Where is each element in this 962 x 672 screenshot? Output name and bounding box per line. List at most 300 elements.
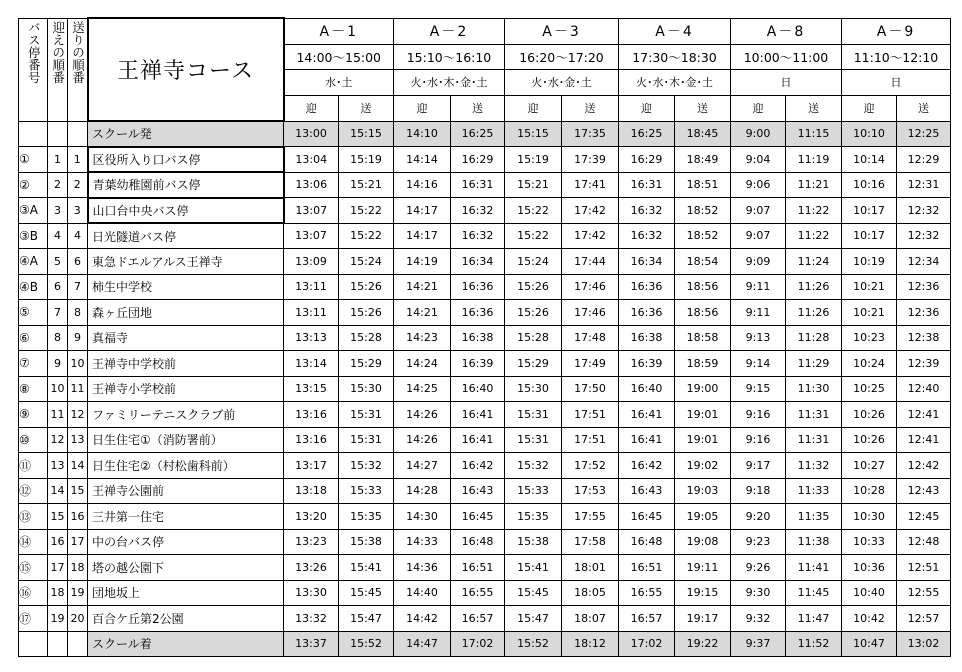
time-cell: 16:57 <box>619 606 675 632</box>
time-cell: 16:34 <box>451 249 505 275</box>
time-cell: 9:15 <box>731 376 786 402</box>
time-cell: 17:39 <box>562 147 619 173</box>
time-cell: 14:26 <box>394 402 451 428</box>
school-arrive-label: スクール着 <box>88 631 284 657</box>
time-cell: 18:52 <box>675 198 731 224</box>
time-cell: 16:31 <box>619 172 675 198</box>
time-cell: 15:15 <box>505 121 562 147</box>
dropoff-header: 送 <box>562 95 619 121</box>
dropoff-header: 送 <box>451 95 505 121</box>
time-cell: 9:00 <box>731 121 786 147</box>
time-cell: 18:45 <box>675 121 731 147</box>
route-code: A－4 <box>619 18 731 44</box>
time-cell: 14:28 <box>394 478 451 504</box>
time-cell: 15:22 <box>505 198 562 224</box>
time-cell: 16:29 <box>451 147 505 173</box>
time-cell: 9:20 <box>731 504 786 530</box>
stop-number-header: バス停番号 <box>19 18 48 121</box>
dropoff-header: 送 <box>897 95 951 121</box>
pickup-order: 4 <box>48 223 68 249</box>
time-cell: 9:09 <box>731 249 786 275</box>
time-cell: 15:29 <box>339 351 394 377</box>
time-cell: 17:35 <box>562 121 619 147</box>
time-cell: 15:41 <box>339 555 394 581</box>
dropoff-order: 18 <box>68 555 88 581</box>
pickup-order: 5 <box>48 249 68 275</box>
route-time: 15:10～16:10 <box>394 44 505 69</box>
time-cell: 19:22 <box>675 631 731 657</box>
time-cell: 9:11 <box>731 274 786 300</box>
course-title: 王禅寺コース <box>88 18 284 121</box>
time-cell: 14:14 <box>394 147 451 173</box>
pickup-order: 13 <box>48 453 68 479</box>
time-cell: 14:17 <box>394 223 451 249</box>
time-cell: 13:13 <box>284 325 339 351</box>
time-cell: 9:06 <box>731 172 786 198</box>
time-cell: 13:07 <box>284 198 339 224</box>
time-cell: 11:41 <box>786 555 842 581</box>
time-cell: 16:41 <box>451 427 505 453</box>
stop-name: 中の台バス停 <box>88 529 284 555</box>
stop-name: 塔の越公園下 <box>88 555 284 581</box>
time-cell: 19:02 <box>675 453 731 479</box>
empty-cell <box>68 121 88 147</box>
empty-cell <box>48 121 68 147</box>
time-cell: 16:43 <box>619 478 675 504</box>
route-days: 火･水･木･金･土 <box>394 69 505 95</box>
time-cell: 13:04 <box>284 147 339 173</box>
time-cell: 17:48 <box>562 325 619 351</box>
pickup-order: 17 <box>48 555 68 581</box>
route-code: A－9 <box>842 18 951 44</box>
time-cell: 13:02 <box>897 631 951 657</box>
time-cell: 17:55 <box>562 504 619 530</box>
time-cell: 15:19 <box>339 147 394 173</box>
time-cell: 15:29 <box>505 351 562 377</box>
stop-name: 区役所入り口バス停 <box>88 147 284 173</box>
time-cell: 16:51 <box>451 555 505 581</box>
time-cell: 16:41 <box>619 402 675 428</box>
pickup-order: 7 <box>48 300 68 326</box>
time-cell: 15:22 <box>339 223 394 249</box>
time-cell: 11:32 <box>786 453 842 479</box>
time-cell: 11:15 <box>786 121 842 147</box>
time-cell: 18:49 <box>675 147 731 173</box>
time-cell: 12:36 <box>897 300 951 326</box>
time-cell: 14:21 <box>394 300 451 326</box>
pickup-header: 迎 <box>619 95 675 121</box>
time-cell: 15:52 <box>505 631 562 657</box>
time-cell: 13:14 <box>284 351 339 377</box>
dropoff-order: 4 <box>68 223 88 249</box>
time-cell: 15:32 <box>339 453 394 479</box>
table-row <box>19 223 951 249</box>
time-cell: 18:05 <box>562 580 619 606</box>
stop-number: ⑦ <box>19 351 48 377</box>
empty-cell <box>19 121 48 147</box>
route-time: 16:20～17:20 <box>505 44 619 69</box>
time-cell: 15:45 <box>339 580 394 606</box>
time-cell: 11:30 <box>786 376 842 402</box>
time-cell: 11:28 <box>786 325 842 351</box>
route-time: 10:00～11:00 <box>731 44 842 69</box>
table-row <box>19 402 951 428</box>
time-cell: 10:28 <box>842 478 897 504</box>
time-cell: 15:26 <box>339 300 394 326</box>
time-cell: 17:49 <box>562 351 619 377</box>
time-cell: 13:23 <box>284 529 339 555</box>
time-cell: 15:31 <box>505 402 562 428</box>
time-cell: 9:16 <box>731 402 786 428</box>
dropoff-order: 17 <box>68 529 88 555</box>
time-cell: 18:07 <box>562 606 619 632</box>
time-cell: 9:32 <box>731 606 786 632</box>
time-cell: 9:11 <box>731 300 786 326</box>
time-cell: 16:36 <box>451 300 505 326</box>
time-cell: 15:24 <box>339 249 394 275</box>
time-cell: 16:32 <box>451 198 505 224</box>
time-cell: 14:16 <box>394 172 451 198</box>
time-cell: 15:32 <box>505 453 562 479</box>
table-row <box>19 529 951 555</box>
time-cell: 15:22 <box>505 223 562 249</box>
time-cell: 11:21 <box>786 172 842 198</box>
time-cell: 12:38 <box>897 325 951 351</box>
time-cell: 12:45 <box>897 504 951 530</box>
pickup-header: 迎 <box>394 95 451 121</box>
dropoff-order: 11 <box>68 376 88 402</box>
time-cell: 16:39 <box>451 351 505 377</box>
time-cell: 10:16 <box>842 172 897 198</box>
time-cell: 10:40 <box>842 580 897 606</box>
stop-name: 王禅寺中学校前 <box>88 351 284 377</box>
route-code: A－3 <box>505 18 619 44</box>
time-cell: 16:40 <box>451 376 505 402</box>
time-cell: 14:26 <box>394 427 451 453</box>
time-cell: 11:38 <box>786 529 842 555</box>
time-cell: 16:38 <box>619 325 675 351</box>
time-cell: 16:55 <box>451 580 505 606</box>
time-cell: 9:07 <box>731 223 786 249</box>
time-cell: 15:33 <box>505 478 562 504</box>
table-row <box>19 300 951 326</box>
time-cell: 18:51 <box>675 172 731 198</box>
time-cell: 15:35 <box>505 504 562 530</box>
time-cell: 10:42 <box>842 606 897 632</box>
stop-number: ⑥ <box>19 325 48 351</box>
time-cell: 18:56 <box>675 274 731 300</box>
table-row <box>19 325 951 351</box>
time-cell: 15:52 <box>339 631 394 657</box>
time-cell: 11:31 <box>786 402 842 428</box>
time-cell: 13:06 <box>284 172 339 198</box>
time-cell: 13:30 <box>284 580 339 606</box>
time-cell: 9:07 <box>731 198 786 224</box>
table-row <box>19 274 951 300</box>
time-cell: 9:23 <box>731 529 786 555</box>
time-cell: 13:07 <box>284 223 339 249</box>
time-cell: 12:34 <box>897 249 951 275</box>
time-cell: 19:17 <box>675 606 731 632</box>
time-cell: 18:12 <box>562 631 619 657</box>
time-cell: 18:59 <box>675 351 731 377</box>
route-code: A－8 <box>731 18 842 44</box>
dropoff-order: 15 <box>68 478 88 504</box>
time-cell: 12:31 <box>897 172 951 198</box>
time-cell: 15:30 <box>339 376 394 402</box>
dropoff-order: 7 <box>68 274 88 300</box>
time-cell: 12:36 <box>897 274 951 300</box>
time-cell: 10:33 <box>842 529 897 555</box>
time-cell: 12:39 <box>897 351 951 377</box>
time-cell: 17:46 <box>562 300 619 326</box>
table-row <box>19 376 951 402</box>
route-time: 14:00～15:00 <box>284 44 394 69</box>
time-cell: 10:25 <box>842 376 897 402</box>
dropoff-order: 10 <box>68 351 88 377</box>
stop-name: 日生住宅①（消防署前） <box>88 427 284 453</box>
time-cell: 16:51 <box>619 555 675 581</box>
time-cell: 18:01 <box>562 555 619 581</box>
stop-number: ⑭ <box>19 529 48 555</box>
time-cell: 9:04 <box>731 147 786 173</box>
stop-name: 王禅寺小学校前 <box>88 376 284 402</box>
stop-number: ② <box>19 172 48 198</box>
time-cell: 16:36 <box>619 274 675 300</box>
time-cell: 11:26 <box>786 274 842 300</box>
time-cell: 12:32 <box>897 223 951 249</box>
time-cell: 16:38 <box>451 325 505 351</box>
time-cell: 14:25 <box>394 376 451 402</box>
time-cell: 17:41 <box>562 172 619 198</box>
pickup-order-header: 迎えの順番 <box>48 18 68 121</box>
dropoff-header: 送 <box>339 95 394 121</box>
table-row <box>19 198 951 224</box>
stop-number: ⑨ <box>19 402 48 428</box>
time-cell: 10:26 <box>842 427 897 453</box>
time-cell: 12:29 <box>897 147 951 173</box>
time-cell: 15:26 <box>339 274 394 300</box>
dropoff-header: 送 <box>786 95 842 121</box>
pickup-header: 迎 <box>505 95 562 121</box>
pickup-header: 迎 <box>842 95 897 121</box>
time-cell: 16:45 <box>451 504 505 530</box>
stop-name: 百合ケ丘第2公園 <box>88 606 284 632</box>
pickup-order: 1 <box>48 147 68 173</box>
time-cell: 12:41 <box>897 427 951 453</box>
dropoff-order-header: 送りの順番 <box>68 18 88 121</box>
time-cell: 16:42 <box>619 453 675 479</box>
time-cell: 15:47 <box>339 606 394 632</box>
time-cell: 14:30 <box>394 504 451 530</box>
dropoff-order: 14 <box>68 453 88 479</box>
time-cell: 12:51 <box>897 555 951 581</box>
table-row <box>19 172 951 198</box>
time-cell: 14:27 <box>394 453 451 479</box>
time-cell: 9:26 <box>731 555 786 581</box>
time-cell: 9:17 <box>731 453 786 479</box>
stop-name: 真福寺 <box>88 325 284 351</box>
time-cell: 10:23 <box>842 325 897 351</box>
pickup-order: 9 <box>48 351 68 377</box>
time-cell: 12:25 <box>897 121 951 147</box>
time-cell: 17:42 <box>562 223 619 249</box>
time-cell: 15:21 <box>505 172 562 198</box>
time-cell: 16:42 <box>451 453 505 479</box>
time-cell: 15:47 <box>505 606 562 632</box>
dropoff-order: 16 <box>68 504 88 530</box>
time-cell: 16:29 <box>619 147 675 173</box>
time-cell: 15:31 <box>505 427 562 453</box>
pickup-header: 迎 <box>284 95 339 121</box>
dropoff-order: 2 <box>68 172 88 198</box>
table-row <box>19 427 951 453</box>
time-cell: 9:37 <box>731 631 786 657</box>
time-cell: 19:01 <box>675 427 731 453</box>
time-cell: 16:36 <box>619 300 675 326</box>
time-cell: 16:34 <box>619 249 675 275</box>
route-days: 日 <box>842 69 951 95</box>
time-cell: 17:58 <box>562 529 619 555</box>
time-cell: 13:18 <box>284 478 339 504</box>
stop-number: ④B <box>19 274 48 300</box>
time-cell: 15:31 <box>339 402 394 428</box>
time-cell: 11:19 <box>786 147 842 173</box>
time-cell: 10:30 <box>842 504 897 530</box>
time-cell: 12:42 <box>897 453 951 479</box>
time-cell: 13:32 <box>284 606 339 632</box>
time-cell: 15:45 <box>505 580 562 606</box>
pickup-order: 8 <box>48 325 68 351</box>
time-cell: 14:19 <box>394 249 451 275</box>
time-cell: 10:14 <box>842 147 897 173</box>
pickup-order: 10 <box>48 376 68 402</box>
table-row <box>19 351 951 377</box>
dropoff-order: 13 <box>68 427 88 453</box>
time-cell: 19:08 <box>675 529 731 555</box>
time-cell: 13:09 <box>284 249 339 275</box>
time-cell: 12:55 <box>897 580 951 606</box>
stop-number: ④A <box>19 249 48 275</box>
table-row <box>19 453 951 479</box>
stop-name: 日生住宅②（村松歯科前） <box>88 453 284 479</box>
dropoff-order: 1 <box>68 147 88 173</box>
time-cell: 15:24 <box>505 249 562 275</box>
time-cell: 10:21 <box>842 300 897 326</box>
time-cell: 17:02 <box>619 631 675 657</box>
time-cell: 15:33 <box>339 478 394 504</box>
time-cell: 11:22 <box>786 223 842 249</box>
school-arrive-row <box>19 631 951 657</box>
time-cell: 12:48 <box>897 529 951 555</box>
pickup-order: 18 <box>48 580 68 606</box>
time-cell: 19:01 <box>675 402 731 428</box>
timetable <box>18 17 951 657</box>
time-cell: 9:14 <box>731 351 786 377</box>
pickup-order: 15 <box>48 504 68 530</box>
dropoff-order: 8 <box>68 300 88 326</box>
time-cell: 15:26 <box>505 274 562 300</box>
pickup-order: 6 <box>48 274 68 300</box>
table-row <box>19 555 951 581</box>
time-cell: 16:25 <box>619 121 675 147</box>
time-cell: 14:42 <box>394 606 451 632</box>
time-cell: 15:15 <box>339 121 394 147</box>
stop-number: ⑧ <box>19 376 48 402</box>
route-code: A－1 <box>284 18 394 44</box>
stop-name: 青葉幼稚園前バス停 <box>88 172 284 198</box>
route-code: A－2 <box>394 18 505 44</box>
stop-number: ③B <box>19 223 48 249</box>
time-cell: 12:43 <box>897 478 951 504</box>
time-cell: 15:28 <box>339 325 394 351</box>
time-cell: 17:44 <box>562 249 619 275</box>
pickup-order: 19 <box>48 606 68 632</box>
route-days: 火･水･木･金･土 <box>619 69 731 95</box>
time-cell: 19:03 <box>675 478 731 504</box>
time-cell: 9:16 <box>731 427 786 453</box>
table-row <box>19 580 951 606</box>
pickup-order: 3 <box>48 198 68 224</box>
school-depart-label: スクール発 <box>88 121 284 147</box>
time-cell: 17:52 <box>562 453 619 479</box>
time-cell: 16:36 <box>451 274 505 300</box>
dropoff-header: 送 <box>675 95 731 121</box>
time-cell: 16:40 <box>619 376 675 402</box>
time-cell: 13:11 <box>284 300 339 326</box>
stop-number: ⑤ <box>19 300 48 326</box>
pickup-order: 11 <box>48 402 68 428</box>
time-cell: 11:29 <box>786 351 842 377</box>
time-cell: 11:35 <box>786 504 842 530</box>
dropoff-order: 9 <box>68 325 88 351</box>
time-cell: 15:21 <box>339 172 394 198</box>
time-cell: 15:28 <box>505 325 562 351</box>
dropoff-order: 12 <box>68 402 88 428</box>
time-cell: 10:47 <box>842 631 897 657</box>
stop-number: ① <box>19 147 48 173</box>
time-cell: 16:48 <box>619 529 675 555</box>
stop-number: ⑪ <box>19 453 48 479</box>
time-cell: 16:25 <box>451 121 505 147</box>
stop-number: ⑬ <box>19 504 48 530</box>
dropoff-order: 20 <box>68 606 88 632</box>
time-cell: 11:52 <box>786 631 842 657</box>
time-cell: 15:41 <box>505 555 562 581</box>
time-cell: 13:16 <box>284 402 339 428</box>
stop-number: ③A <box>19 198 48 224</box>
time-cell: 10:19 <box>842 249 897 275</box>
school-depart-row <box>19 121 951 147</box>
time-cell: 16:48 <box>451 529 505 555</box>
time-cell: 15:30 <box>505 376 562 402</box>
stop-name: 東急ドエルアルス王禅寺 <box>88 249 284 275</box>
time-cell: 14:36 <box>394 555 451 581</box>
time-cell: 11:33 <box>786 478 842 504</box>
time-cell: 12:41 <box>897 402 951 428</box>
time-cell: 17:53 <box>562 478 619 504</box>
time-cell: 16:45 <box>619 504 675 530</box>
pickup-order: 16 <box>48 529 68 555</box>
time-cell: 18:52 <box>675 223 731 249</box>
time-cell: 17:02 <box>451 631 505 657</box>
stop-name: 三井第一住宅 <box>88 504 284 530</box>
time-cell: 10:24 <box>842 351 897 377</box>
bus-timetable-sheet <box>18 17 951 657</box>
time-cell: 14:33 <box>394 529 451 555</box>
time-cell: 15:38 <box>505 529 562 555</box>
time-cell: 13:15 <box>284 376 339 402</box>
